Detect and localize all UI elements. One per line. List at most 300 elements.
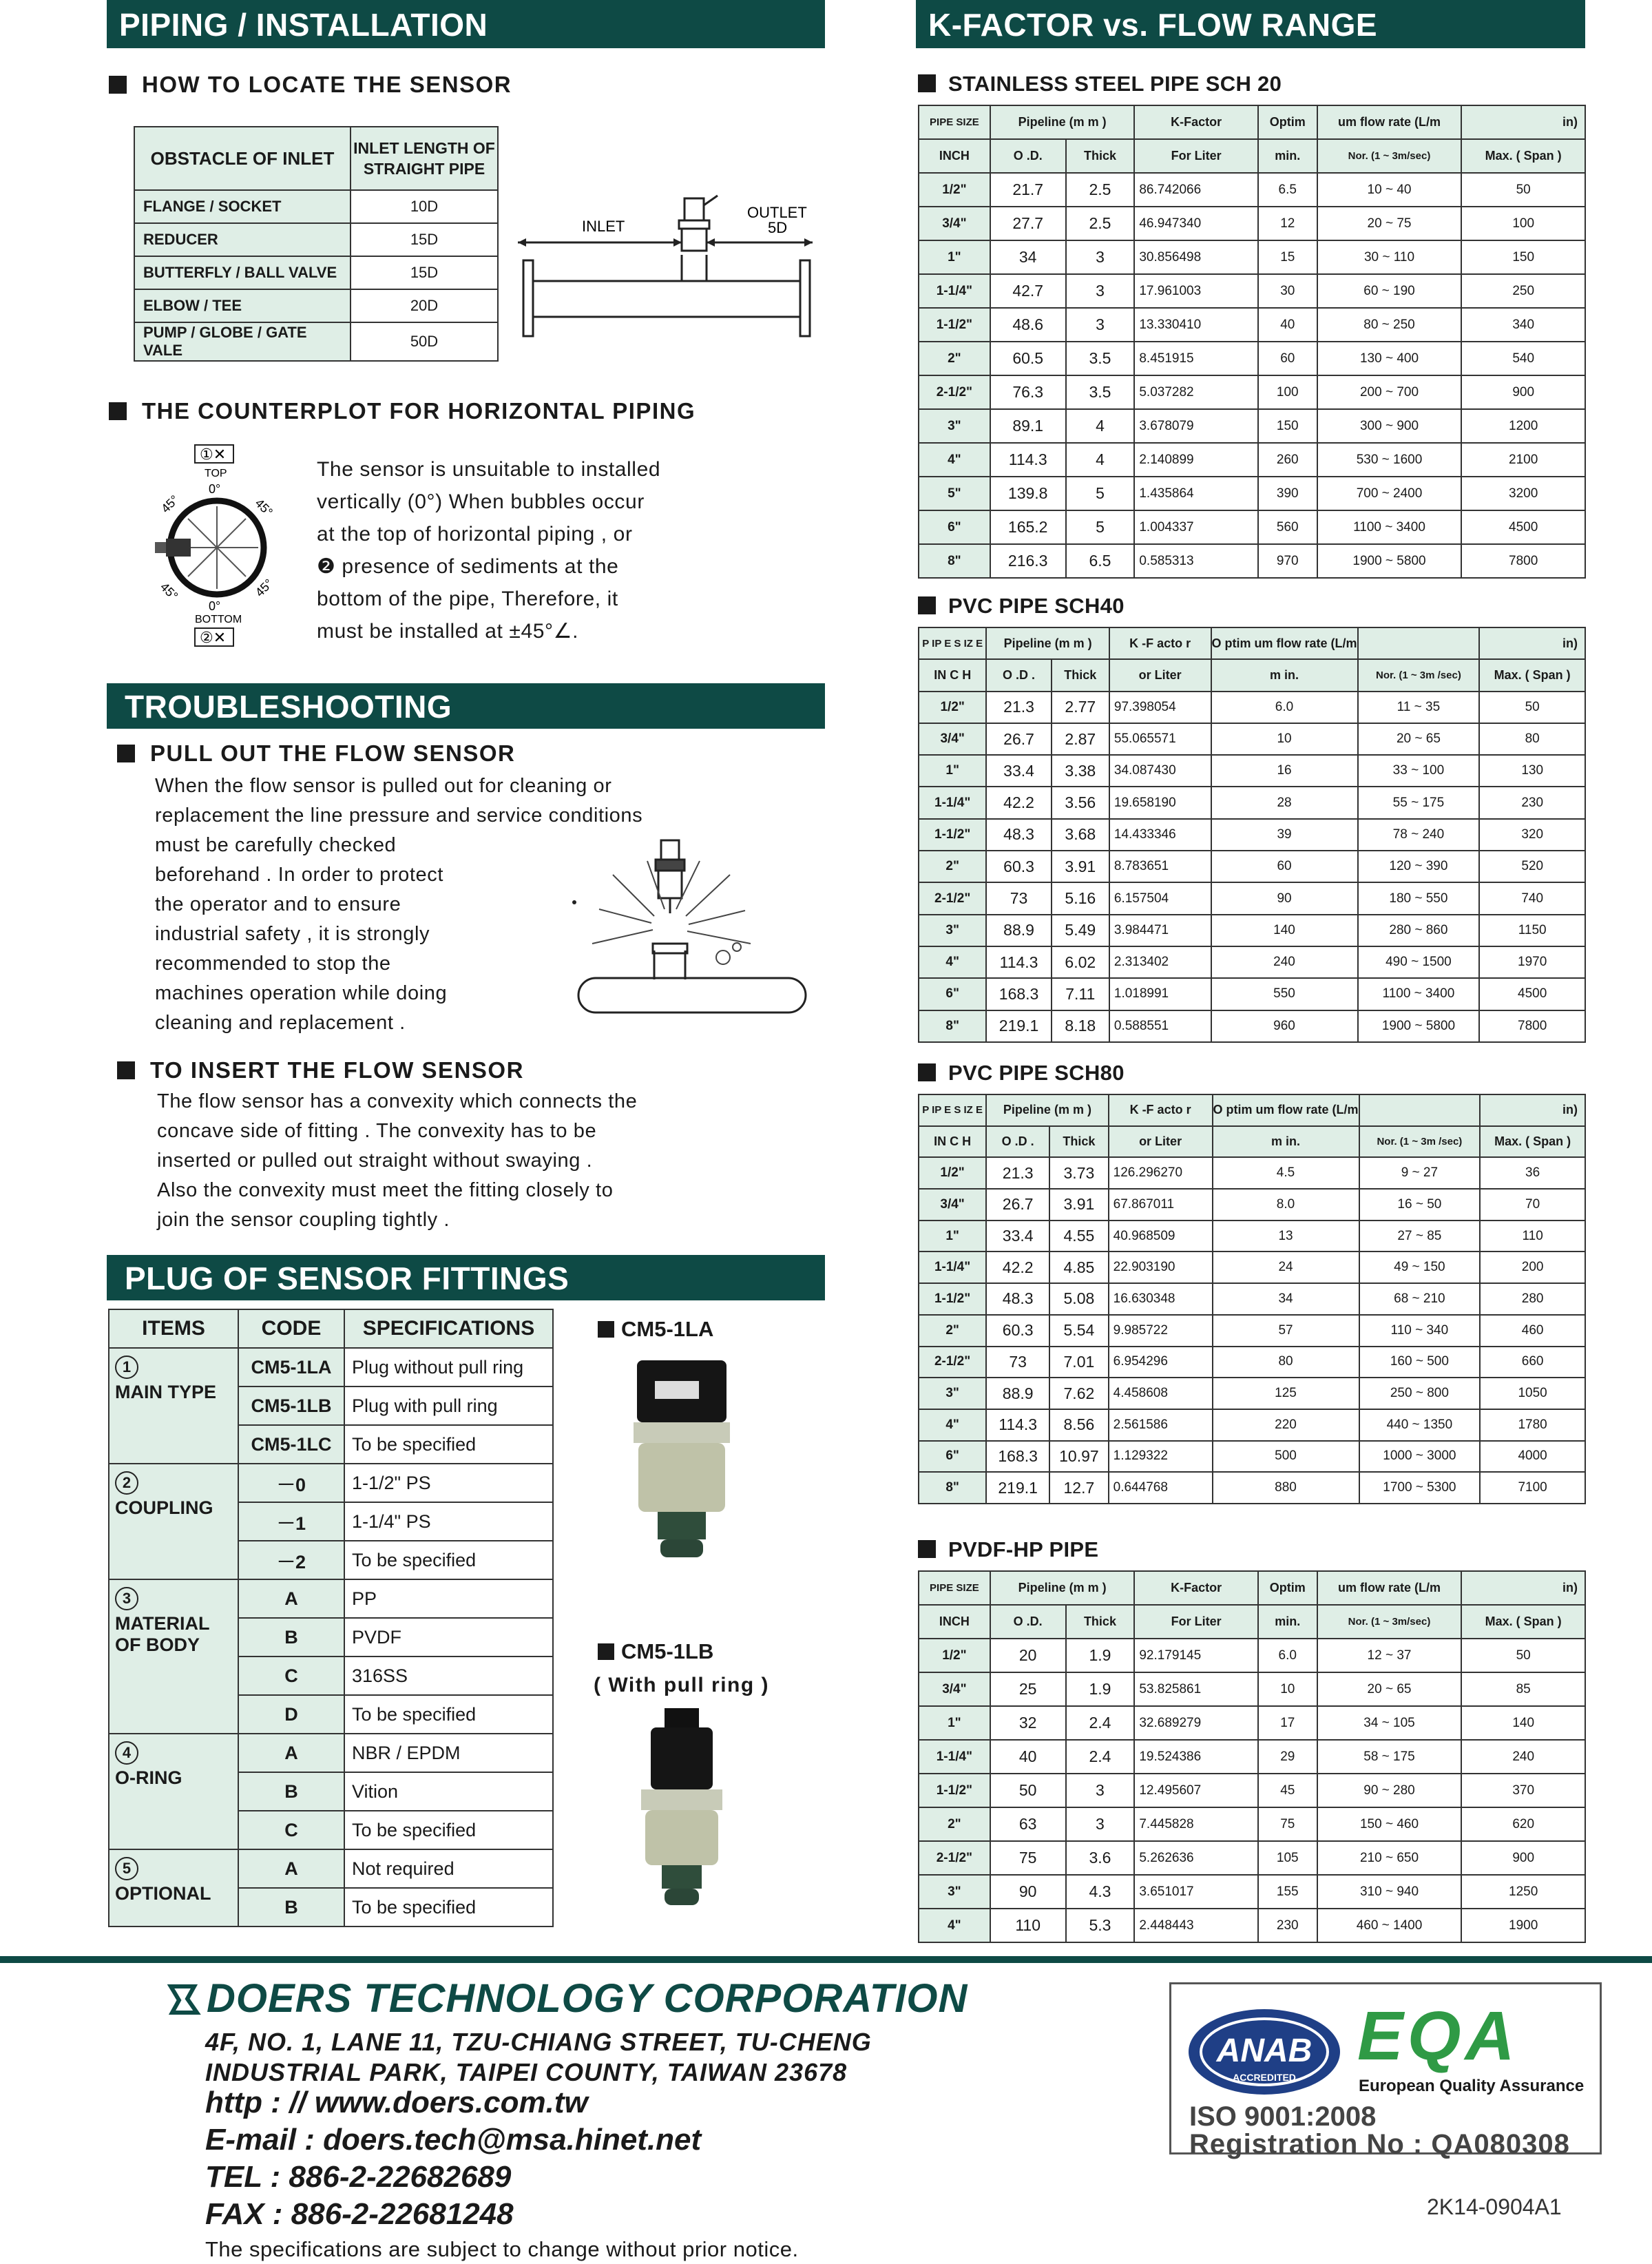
k-factor-cell: 900 <box>1461 375 1585 409</box>
k-factor-cell: 7.01 <box>1049 1347 1109 1378</box>
k-factor-cell: 3.5 <box>1066 342 1135 375</box>
k-factor-cell: 1-1/2" <box>919 308 990 342</box>
k-factor-cell: 5.08 <box>1049 1283 1109 1315</box>
k-factor-cell: 6.5 <box>1258 173 1317 207</box>
plug-code: B <box>238 1888 344 1927</box>
k-factor-cell: 1/2" <box>919 173 990 207</box>
k-factor-cell: 530 ~ 1600 <box>1317 443 1462 477</box>
k-factor-row <box>919 692 1585 723</box>
k-factor-cell: 1.435864 <box>1134 477 1258 510</box>
k-factor-cell: 58 ~ 175 <box>1317 1740 1462 1774</box>
k-factor-cell: 500 <box>1213 1441 1359 1473</box>
k-factor-row <box>919 978 1585 1010</box>
k-factor-row <box>919 274 1585 308</box>
k-factor-cell: 3.6 <box>1066 1841 1135 1875</box>
k-subheader-cell: Nor. (1 ~ 3m/sec) <box>1317 1605 1462 1639</box>
k-factor-cell: 1.9 <box>1066 1639 1135 1672</box>
k-header-cell: Pipeline (m m ) <box>986 627 1109 659</box>
k-subheader-cell: Nor. (1 ~ 3m /sec) <box>1359 1126 1481 1158</box>
obstacle-row <box>134 256 498 289</box>
k-factor-row <box>919 375 1585 409</box>
k-factor-row <box>919 1639 1585 1672</box>
k-header-cell: PIPE SIZE <box>919 1571 990 1605</box>
k-factor-cell: 34 ~ 105 <box>1317 1706 1462 1740</box>
k-factor-cell: 1970 <box>1479 946 1585 978</box>
plug-code: A <box>238 1849 344 1888</box>
k-factor-row <box>919 1807 1585 1841</box>
angle-label-4: 45° <box>252 576 276 600</box>
k-factor-cell: 28 <box>1211 787 1358 818</box>
k-factor-cell: 1.9 <box>1066 1672 1135 1706</box>
k-factor-cell: 3/4" <box>919 1672 990 1706</box>
plug-spec: 1-1/4" PS <box>344 1502 553 1541</box>
eqa-full-name: European Quality Assurance <box>1359 2077 1585 2095</box>
k-factor-cell: 57 <box>1213 1315 1359 1347</box>
k-factor-cell: 3/4" <box>919 207 990 240</box>
k-factor-cell: 33 ~ 100 <box>1358 755 1480 787</box>
k-factor-cell: 280 <box>1480 1283 1585 1315</box>
k-subheader-cell: For Liter <box>1134 139 1258 173</box>
k-factor-cell: 14.433346 <box>1109 819 1211 851</box>
plug-spec: To be specified <box>344 1811 553 1849</box>
k-factor-cell: 168.3 <box>986 978 1051 1010</box>
k-factor-cell: 180 ~ 550 <box>1358 882 1480 914</box>
k-subheader-cell: Thick <box>1066 1605 1135 1639</box>
certification-box <box>1169 1982 1602 2159</box>
photo2-sublabel: ( With pull ring ) <box>594 1674 770 1696</box>
k-factor-cell: 150 <box>1258 409 1317 443</box>
k-factor-cell: 76.3 <box>990 375 1066 409</box>
k-factor-row <box>919 819 1585 851</box>
inlet-length-header: INLET LENGTH OF STRAIGHT PIPE <box>351 127 498 190</box>
k-factor-cell: 8.18 <box>1052 1010 1109 1042</box>
k-factor-cell: 219.1 <box>986 1010 1051 1042</box>
specifications-header: SPECIFICATIONS <box>344 1309 553 1348</box>
k-factor-cell: 3.91 <box>1049 1189 1109 1221</box>
obstacle-type: PUMP / GLOBE / GATE VALE <box>134 322 351 361</box>
k-subheader-cell: O .D. <box>990 1605 1066 1639</box>
group-name: MAIN TYPE <box>115 1382 217 1402</box>
k-factor-cell: 6.5 <box>1066 544 1135 578</box>
k-factor-cell: 1" <box>919 755 986 787</box>
k-factor-cell: 100 <box>1258 375 1317 409</box>
k-factor-cell: 60.3 <box>986 1315 1049 1347</box>
k-factor-cell: 7800 <box>1479 1010 1585 1042</box>
k-factor-cell: 6.954296 <box>1109 1347 1213 1378</box>
insert-sensor-text: The flow sensor has a convexity which connects the concave side of fitting . The convexity has to be inserted or pulled out straight without swaying . Also the convexity must meet the fitting closely to join the sensor coupling tightly . <box>157 1090 638 1231</box>
k-factor-cell: 40 <box>990 1740 1066 1774</box>
group-number: 1 <box>115 1356 138 1379</box>
pull-out-heading: PULL OUT THE FLOW SENSOR <box>117 740 515 767</box>
group-name: O-RING <box>115 1767 182 1788</box>
k-factor-row <box>919 510 1585 544</box>
k-factor-cell: 80 <box>1479 723 1585 755</box>
k-factor-cell: 68 ~ 210 <box>1359 1283 1481 1315</box>
obstacle-header: OBSTACLE OF INLET <box>134 127 351 190</box>
obstacle-type: BUTTERFLY / BALL VALVE <box>134 256 351 289</box>
k-factor-cell: 3 <box>1066 274 1135 308</box>
k-factor-cell: 92.179145 <box>1134 1639 1258 1672</box>
telephone: TEL : 886-2-22682689 <box>205 2160 512 2194</box>
k-header-cell: P IP E S IZ E <box>919 1094 986 1126</box>
k-factor-cell: 29 <box>1258 1740 1317 1774</box>
k-factor-cell: 1/2" <box>919 1639 990 1672</box>
k-factor-cell: 75 <box>1258 1807 1317 1841</box>
k-factor-row <box>919 1472 1585 1504</box>
k-header-cell: K -F acto r <box>1109 1094 1213 1126</box>
k-factor-cell: 1" <box>919 1706 990 1740</box>
plug-spec: Not required <box>344 1849 553 1888</box>
k-factor-cell: 700 ~ 2400 <box>1317 477 1462 510</box>
counterplot-heading: THE COUNTERPLOT FOR HORIZONTAL PIPING <box>109 398 696 424</box>
plug-spec: NBR / EPDM <box>344 1734 553 1772</box>
k-factor-cell: 230 <box>1258 1909 1317 1942</box>
inlet-length-value: 15D <box>351 256 498 289</box>
k-factor-cell: 1.004337 <box>1134 510 1258 544</box>
k-factor-cell: 5.037282 <box>1134 375 1258 409</box>
k-factor-cell: 60 <box>1211 851 1358 882</box>
k-factor-cell: 5.16 <box>1052 882 1109 914</box>
k-factor-cell: 34 <box>1213 1283 1359 1315</box>
k-factor-cell: 34.087430 <box>1109 755 1211 787</box>
k-factor-cell: 1050 <box>1480 1378 1585 1409</box>
k-factor-cell: 24 <box>1213 1252 1359 1283</box>
k-factor-cell: 45 <box>1258 1774 1317 1807</box>
k-factor-cell: 27 ~ 85 <box>1359 1221 1481 1252</box>
k-header-cell: K-Factor <box>1134 105 1258 139</box>
k-factor-cell: 13.330410 <box>1134 308 1258 342</box>
k-factor-cell: 1900 <box>1461 1909 1585 1942</box>
plug-code: －1 <box>238 1502 344 1541</box>
k-factor-cell: 970 <box>1258 544 1317 578</box>
k-factor-cell: 210 ~ 650 <box>1317 1841 1462 1875</box>
k-subheader-cell: or Liter <box>1109 1126 1213 1158</box>
k-factor-cell: 67.867011 <box>1109 1189 1213 1221</box>
inlet-length-value: 15D <box>351 223 498 256</box>
k-factor-cell: 89.1 <box>990 409 1066 443</box>
k-factor-cell: 560 <box>1258 510 1317 544</box>
k-subheader-cell: Nor. (1 ~ 3m/sec) <box>1317 139 1462 173</box>
k-factor-cell: 114.3 <box>986 946 1051 978</box>
k-subheader-cell: Max. ( Span ) <box>1461 139 1585 173</box>
k-factor-cell: 75 <box>990 1841 1066 1875</box>
k-factor-cell: 49 ~ 150 <box>1359 1252 1481 1283</box>
k-factor-cell: 4" <box>919 443 990 477</box>
obstacle-row <box>134 190 498 223</box>
k-factor-cell: 7800 <box>1461 544 1585 578</box>
group-name: COUPLING <box>115 1497 213 1518</box>
k-factor-cell: 4.5 <box>1213 1157 1359 1189</box>
k-factor-cell: 8.56 <box>1049 1409 1109 1441</box>
zero-top-label: 0° <box>209 482 221 496</box>
k-factor-cell: 4.85 <box>1049 1252 1109 1283</box>
k-factor-cell: 3.5 <box>1066 375 1135 409</box>
k-factor-cell: 60 ~ 190 <box>1317 274 1462 308</box>
k-factor-cell: 240 <box>1211 946 1358 978</box>
plug-code: －2 <box>238 1541 344 1579</box>
k-factor-cell: 900 <box>1461 1841 1585 1875</box>
k-subheader-cell: IN C H <box>919 659 986 691</box>
k-factor-cell: 4" <box>919 1909 990 1942</box>
k-header-cell: K-Factor <box>1134 1571 1258 1605</box>
k-factor-row <box>919 409 1585 443</box>
plug-code: CM5-1LC <box>238 1425 344 1464</box>
k-factor-row <box>919 755 1585 787</box>
k-header-cell: um flow rate (L/m <box>1317 105 1462 139</box>
k-factor-cell: 200 <box>1480 1252 1585 1283</box>
k-factor-cell: 4500 <box>1479 978 1585 1010</box>
fax: FAX : 886-2-22681248 <box>205 2197 514 2231</box>
k-factor-cell: 460 <box>1480 1315 1585 1347</box>
k-factor-cell: 53.825861 <box>1134 1672 1258 1706</box>
k-factor-cell: 19.658190 <box>1109 787 1211 818</box>
k-factor-cell: 100 <box>1461 207 1585 240</box>
k-subheader-cell: or Liter <box>1109 659 1211 691</box>
k-table-title: PVDF-HP PIPE <box>918 1537 1098 1562</box>
k-factor-cell: 17 <box>1258 1706 1317 1740</box>
k-factor-cell: 150 <box>1461 240 1585 274</box>
k-factor-cell: 300 ~ 900 <box>1317 409 1462 443</box>
k-factor-cell: 5.3 <box>1066 1909 1135 1942</box>
k-factor-row <box>919 1875 1585 1909</box>
k-factor-cell: 260 <box>1258 443 1317 477</box>
pipe-install-diagram <box>516 186 833 351</box>
plug-row <box>109 1464 553 1502</box>
items-header: ITEMS <box>109 1309 238 1348</box>
k-factor-cell: 2.5 <box>1066 207 1135 240</box>
k-factor-table <box>918 1094 1586 1504</box>
k-factor-cell: 0.585313 <box>1134 544 1258 578</box>
k-factor-cell: 97.398054 <box>1109 692 1211 723</box>
k-factor-cell: 4 <box>1066 409 1135 443</box>
k-factor-row <box>919 308 1585 342</box>
k-factor-cell: 5" <box>919 477 990 510</box>
k-factor-cell: 4000 <box>1480 1441 1585 1473</box>
k-factor-cell: 1-1/2" <box>919 1283 986 1315</box>
k-factor-cell: 3.984471 <box>1109 915 1211 946</box>
k-factor-row <box>919 915 1585 946</box>
plug-spec: Vition <box>344 1772 553 1811</box>
eqa-logo: EQA <box>1357 1997 1519 2075</box>
k-factor-cell: 12 <box>1258 207 1317 240</box>
k-factor-row <box>919 1774 1585 1807</box>
k-subheader-cell: Max. ( Span ) <box>1480 1126 1585 1158</box>
k-table-title: PVC PIPE SCH80 <box>918 1061 1125 1086</box>
k-header-cell: in) <box>1461 105 1585 139</box>
k-factor-row <box>919 1409 1585 1441</box>
k-subheader-cell: Max. ( Span ) <box>1479 659 1585 691</box>
k-factor-cell: 3 <box>1066 1807 1135 1841</box>
k-factor-cell: 2.87 <box>1052 723 1109 755</box>
k-factor-cell: 50 <box>1479 692 1585 723</box>
k-factor-cell: 12.495607 <box>1134 1774 1258 1807</box>
k-factor-cell: 15 <box>1258 240 1317 274</box>
k-factor-cell: 1900 ~ 5800 <box>1358 1010 1480 1042</box>
email-link[interactable]: E-mail : doers.tech@msa.hinet.net <box>205 2123 702 2157</box>
plug-row <box>109 1348 553 1387</box>
k-header-cell: Pipeline (m m ) <box>990 105 1135 139</box>
k-subheader-cell: For Liter <box>1134 1605 1258 1639</box>
k-factor-cell: 1-1/4" <box>919 1252 986 1283</box>
plug-row <box>109 1734 553 1772</box>
k-factor-cell: 21.3 <box>986 692 1051 723</box>
k-factor-cell: 48.3 <box>986 1283 1049 1315</box>
plug-group <box>109 1849 238 1927</box>
k-factor-cell: 4 <box>1066 443 1135 477</box>
website-link[interactable]: http : // www.doers.com.tw <box>205 2086 588 2119</box>
k-factor-cell: 880 <box>1213 1472 1359 1504</box>
k-factor-cell: 2100 <box>1461 443 1585 477</box>
k-factor-cell: 50 <box>1461 1639 1585 1672</box>
k-header-cell: in) <box>1461 1571 1585 1605</box>
anab-logo-icon <box>1185 2004 1343 2100</box>
plug-spec: To be specified <box>344 1541 553 1579</box>
k-subheader-cell: Thick <box>1052 659 1109 691</box>
k-factor-cell: 8" <box>919 1010 986 1042</box>
inlet-length-value: 10D <box>351 190 498 223</box>
cm5-1la-photo <box>623 1353 740 1560</box>
k-factor-cell: 165.2 <box>990 510 1066 544</box>
k-factor-cell: 4.55 <box>1049 1221 1109 1252</box>
group-name: OPTIONAL <box>115 1883 211 1904</box>
k-factor-cell: 39 <box>1211 819 1358 851</box>
k-factor-cell: 130 ~ 400 <box>1317 342 1462 375</box>
plug-spec: Plug with pull ring <box>344 1387 553 1425</box>
k-header-cell: in) <box>1479 627 1585 659</box>
k-factor-cell: 78 ~ 240 <box>1358 819 1480 851</box>
svg-text:ANAB: ANAB <box>1216 2033 1313 2069</box>
k-factor-cell: 10.97 <box>1049 1441 1109 1473</box>
k-factor-cell: 34 <box>990 240 1066 274</box>
k-factor-cell: 4500 <box>1461 510 1585 544</box>
k-factor-cell: 120 ~ 390 <box>1358 851 1480 882</box>
k-factor-cell: 6" <box>919 510 990 544</box>
plug-code: C <box>238 1657 344 1695</box>
k-factor-cell: 4.458608 <box>1109 1378 1213 1409</box>
k-factor-cell: 2.5 <box>1066 173 1135 207</box>
k-factor-cell: 7.11 <box>1052 978 1109 1010</box>
k-factor-row <box>919 723 1585 755</box>
k-factor-cell: 11 ~ 35 <box>1358 692 1480 723</box>
plug-group <box>109 1579 238 1734</box>
k-factor-cell: 1000 ~ 3000 <box>1359 1441 1481 1473</box>
k-factor-cell: 7100 <box>1480 1472 1585 1504</box>
plug-code: －0 <box>238 1464 344 1502</box>
bottom-label: BOTTOM <box>195 614 242 625</box>
k-factor-cell: 4" <box>919 946 986 978</box>
k-factor-cell: 90 <box>990 1875 1066 1909</box>
k-factor-cell: 90 ~ 280 <box>1317 1774 1462 1807</box>
k-factor-cell: 168.3 <box>986 1441 1049 1473</box>
k-factor-cell: 13 <box>1213 1221 1359 1252</box>
k-factor-cell: 320 <box>1479 819 1585 851</box>
k-factor-cell: 114.3 <box>986 1409 1049 1441</box>
zero-bottom-label: 0° <box>209 599 221 613</box>
k-factor-cell: 7.445828 <box>1134 1807 1258 1841</box>
k-factor-row <box>919 946 1585 978</box>
k-factor-cell: 60.5 <box>990 342 1066 375</box>
k-factor-cell: 88.9 <box>986 1378 1049 1409</box>
plug-spec: 1-1/2" PS <box>344 1464 553 1502</box>
k-factor-row <box>919 342 1585 375</box>
k-factor-cell: 8.451915 <box>1134 342 1258 375</box>
k-factor-cell: 2.4 <box>1066 1706 1135 1740</box>
k-factor-cell: 1/2" <box>919 1157 986 1189</box>
k-factor-cell: 2" <box>919 1315 986 1347</box>
k-factor-cell: 17.961003 <box>1134 274 1258 308</box>
k-factor-cell: 440 ~ 1350 <box>1359 1409 1481 1441</box>
troubleshooting-banner: TROUBLESHOOTING <box>107 683 825 729</box>
k-subheader-cell: O .D . <box>986 659 1051 691</box>
k-factor-cell: 8" <box>919 1472 986 1504</box>
k-factor-row <box>919 1315 1585 1347</box>
k-factor-cell: 3.91 <box>1052 851 1109 882</box>
group-number: 5 <box>115 1857 138 1880</box>
inlet-length-value: 20D <box>351 289 498 322</box>
k-factor-cell: 90 <box>1211 882 1358 914</box>
address-line-1: 4F, NO. 1, LANE 11, TZU-CHIANG STREET, TU-CHENG <box>205 2028 872 2056</box>
k-factor-cell: 3/4" <box>919 1189 986 1221</box>
k-factor-cell: 21.3 <box>986 1157 1049 1189</box>
obstacle-row <box>134 289 498 322</box>
piping-installation-banner: PIPING / INSTALLATION <box>107 0 825 48</box>
k-subheader-cell: INCH <box>919 1605 990 1639</box>
top-label: TOP <box>205 468 227 479</box>
k-factor-row <box>919 1841 1585 1875</box>
k-factor-cell: 16 <box>1211 755 1358 787</box>
k-factor-cell: 6.0 <box>1211 692 1358 723</box>
k-factor-cell: 27.7 <box>990 207 1066 240</box>
k-factor-cell: 3.68 <box>1052 819 1109 851</box>
k-factor-cell: 26.7 <box>986 1189 1049 1221</box>
k-factor-cell: 139.8 <box>990 477 1066 510</box>
k-factor-cell: 216.3 <box>990 544 1066 578</box>
k-factor-cell: 1100 ~ 3400 <box>1317 510 1462 544</box>
plug-code: CM5-1LB <box>238 1387 344 1425</box>
k-factor-cell: 4" <box>919 1409 986 1441</box>
k-subheader-cell: min. <box>1258 139 1317 173</box>
k-factor-cell: 2.561586 <box>1109 1409 1213 1441</box>
plug-code: CM5-1LA <box>238 1348 344 1387</box>
k-factor-cell: 230 <box>1479 787 1585 818</box>
k-factor-row <box>919 443 1585 477</box>
obstacle-type: ELBOW / TEE <box>134 289 351 322</box>
k-factor-cell: 33.4 <box>986 755 1051 787</box>
k-factor-cell: 20 ~ 65 <box>1317 1672 1462 1706</box>
k-table-title: STAINLESS STEEL PIPE SCH 20 <box>918 72 1282 96</box>
k-factor-cell: 160 ~ 500 <box>1359 1347 1481 1378</box>
k-factor-cell: 16.630348 <box>1109 1283 1213 1315</box>
pull-out-illustration <box>565 827 813 1026</box>
k-factor-cell: 240 <box>1461 1740 1585 1774</box>
k-factor-cell: 550 <box>1211 978 1358 1010</box>
k-factor-cell: 5.262636 <box>1134 1841 1258 1875</box>
address-line-2: INDUSTRIAL PARK, TAIPEI COUNTY, TAIWAN 23678 <box>205 2058 848 2086</box>
k-factor-cell: 1150 <box>1479 915 1585 946</box>
k-factor-cell: 1900 ~ 5800 <box>1317 544 1462 578</box>
k-factor-cell: 30 <box>1258 274 1317 308</box>
k-header-cell: in) <box>1480 1094 1585 1126</box>
k-factor-cell: 19.524386 <box>1134 1740 1258 1774</box>
k-factor-cell: 2" <box>919 342 990 375</box>
k-factor-cell: 30 ~ 110 <box>1317 240 1462 274</box>
k-factor-cell: 88.9 <box>986 915 1051 946</box>
k-factor-cell: 1780 <box>1480 1409 1585 1441</box>
k-factor-cell: 3.73 <box>1049 1157 1109 1189</box>
counterplot-gauge <box>127 441 300 661</box>
k-subheader-cell: Thick <box>1066 139 1135 173</box>
k-factor-cell: 3 <box>1066 1774 1135 1807</box>
